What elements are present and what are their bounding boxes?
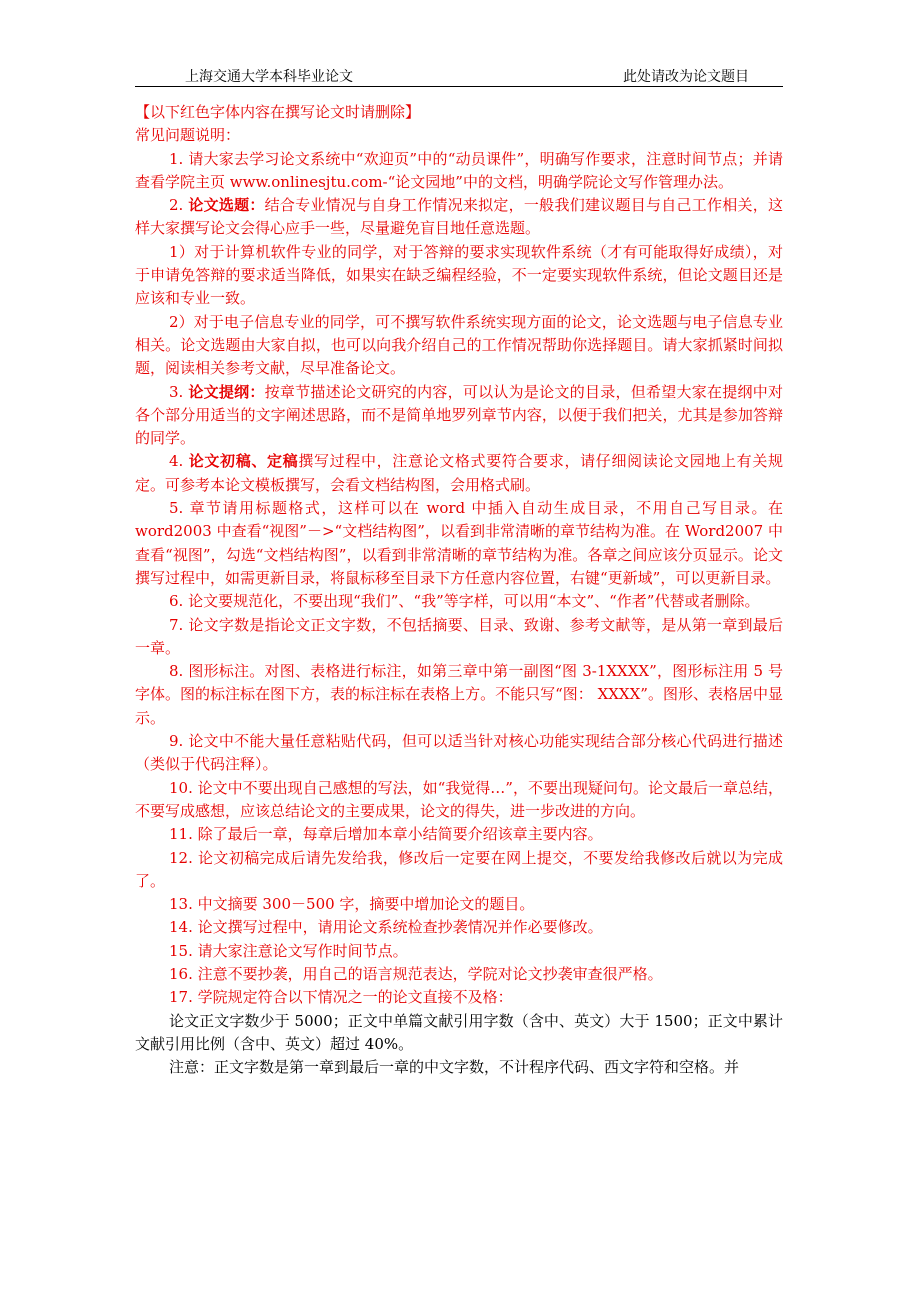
page-header [135, 64, 783, 87]
item-12: 12. 论文初稿完成后请先发给我，修改后一定要在网上提交，不要发给我修改后就以为完成了。 [135, 848, 783, 890]
header-thesis-title: 此处请改为论文题目 [623, 69, 749, 85]
item-7 [135, 614, 783, 661]
delete-notice: 【以下红色字体内容在撰写论文时请删除】 [135, 103, 421, 121]
item-text: 论文要规范化，不要出现“我们”、“我”等字样，可以用“本文”、“作者”代替或者删除。 [188, 592, 760, 611]
item-8 [135, 660, 783, 730]
item-11: 11. 除了最后一章，每章后增加本章小结简要介绍该章主要内容。 [169, 825, 603, 844]
item-number: 7. [169, 615, 184, 634]
item-2-sub-1: 1）对于计算机软件专业的同学，对于答辩的要求实现软件系统（才有可能取得好成绩），对于申请免答辩的要求适当降低，如果实在缺乏编程经验，不一定要实现软件系统，但论文题目还是应该和专业一致。 [135, 242, 783, 308]
item-number: 4. [169, 452, 184, 471]
item-number: 2. [169, 196, 184, 215]
item-10: 10. 论文中不要出现自己感想的写法，如“我觉得…”，不要出现疑问句。论文最后一章总结，不要写成感想，应该总结论文的主要成果，论文的得失，进一步改进的方向。 [135, 778, 783, 820]
word-count-note: 注意：正文字数是第一章到最后一章的中文字数，不计程序代码、西文字符和空格。并 [169, 1058, 740, 1077]
item-2 [135, 194, 783, 241]
item-heading: 论文选题： [188, 196, 265, 215]
item-number: 9. [169, 732, 184, 751]
item-number: 6. [169, 592, 184, 611]
item-heading: 论文提纲： [188, 382, 265, 401]
document-body [135, 101, 783, 1079]
item-text: 撰写过程中，注意论文格式要符合要求，请仔细阅读论文园地上有关规定。可参考本论文模板撰写，会看文档结构图，会用格式刷。 [135, 452, 783, 494]
item-text: 图形标注。对图、表格进行标注，如第三章中第一副图“图 3-1XXXX”，图形标注用 5 号字体。图的标注标在图下方，表的标注标在表格上方。不能只写“图： XXXX”。图形、表格居中显示。 [135, 662, 783, 727]
fail-rule: 论文正文字数少于 5000；正文中单篇文献引用字数（含中、英文）大于 1500；正文中累计文献引用比例（含中、英文）超过 40%。 [135, 1011, 783, 1053]
item-text: 论文字数是指论文正文字数，不包括摘要、目录、致谢、参考文献等，是从第一章到最后一章。 [135, 615, 783, 657]
item-number: 1. [169, 149, 184, 168]
item-number: 8. [169, 662, 184, 681]
header-school: 上海交通大学本科毕业论文 [185, 69, 353, 85]
item-3 [135, 381, 783, 451]
item-1 [135, 148, 783, 195]
item-5 [135, 497, 783, 590]
item-17: 17. 学院规定符合以下情况之一的论文直接不及格： [169, 988, 513, 1007]
item-9 [135, 730, 783, 777]
item-heading: 论文初稿、定稿 [188, 452, 299, 471]
faq-intro: 常见问题说明： [135, 126, 241, 145]
item-14: 14. 论文撰写过程中，请用论文系统检查抄袭情况并作必要修改。 [169, 918, 603, 937]
item-15: 15. 请大家注意论文写作时间节点。 [169, 941, 408, 960]
item-number: 5. [169, 499, 184, 518]
item-text: 按章节描述论文研究的内容，可以认为是论文的目录，但希望大家在提纲中对各个部分用适当的文字阐述思路，而不是简单地罗列章节内容，以便于我们把关，尤其是参加答辩的同学。 [135, 382, 783, 448]
item-16: 16. 注意不要抄袭，用自己的语言规范表达，学院对论文抄袭审查很严格。 [169, 964, 663, 983]
item-6 [135, 590, 783, 613]
item-13: 13. 中文摘要 300－500 字，摘要中增加论文的题目。 [169, 895, 535, 914]
item-text: 章节请用标题格式，这样可以在 word 中插入自动生成目录，不用自己写目录。在 word2003 中查看“视图”－>“文档结构图”，以看到非常清晰的章节结构为准。在 Word2007 中查看“视图”，勾选“文档结构图”，以看到非常清晰的章节结构为准。各章之间应该分页显示。论文撰写过程中，如需更新目录，将鼠标移至目录下方任意内容位置，右键“更新域”，可以更新目录。 [135, 499, 783, 587]
item-text: 请大家去学习论文系统中“欢迎页”中的“动员课件”，明确写作要求，注意时间节点；并请查看学院主页 www.onlinesjtu.com-“论文园地”中的文档，明确学院论文写作管理办法。 [135, 149, 783, 191]
item-text: 结合专业情况与自身工作情况来拟定，一般我们建议题目与自己工作相关，这样大家撰写论文会得心应手一些，尽量避免盲目地任意选题。 [135, 196, 783, 238]
item-2-sub-2: 2）对于电子信息专业的同学，可不撰写软件系统实现方面的论文，论文选题与电子信息专业相关。论文选题由大家自拟，也可以向我介绍自己的工作情况帮助你选择题目。请大家抓紧时间拟题，阅读相关参考文献，尽早准备论文。 [135, 312, 783, 378]
item-number: 3. [169, 382, 184, 401]
item-text: 论文中不能大量任意粘贴代码，但可以适当针对核心功能实现结合部分核心代码进行描述（类似于代码注释）。 [135, 732, 783, 774]
item-4 [135, 450, 783, 497]
